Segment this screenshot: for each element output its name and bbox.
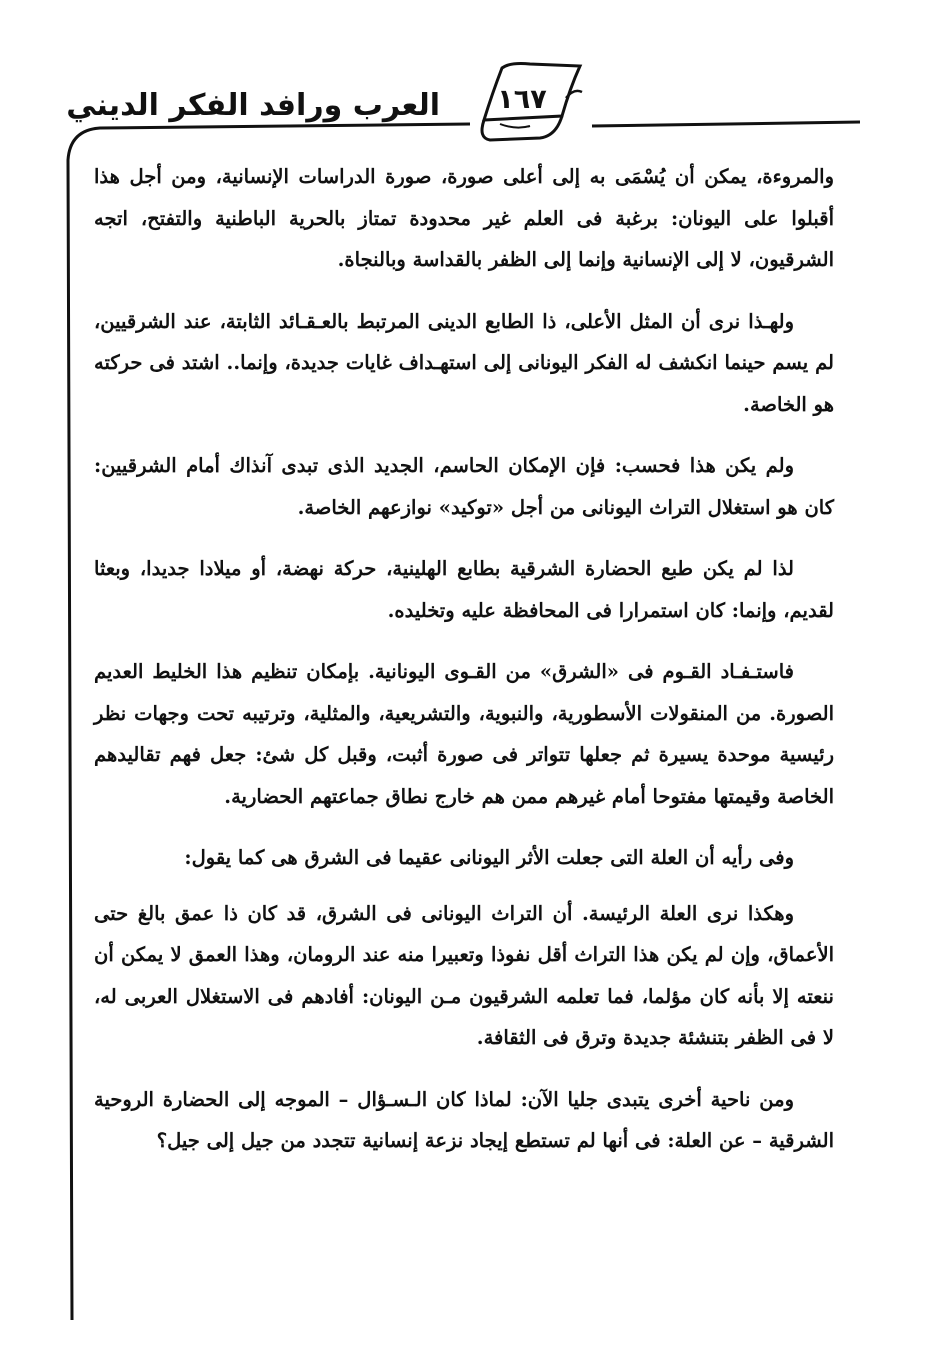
book-title-header: العرب ورافد الفكر الديني	[66, 88, 440, 123]
paragraph: لذا لم يكن طبع الحضارة الشرقية بطابع الهلينية، حركة نهضة، أو ميلادا جديدا، وبعثا لقديم، وإنما: كان استمرارا فى المحافظة عليه وتخليده.	[94, 557, 834, 622]
paragraph: ومن ناحية أخرى يتبدى جليا الآن: لماذا كان الـسـؤال – الموجه إلى الحضارة الروحية الشرقية – عن العلة: فى أنها لم تستطع إيجاد نزعة إنسانية تتجدد من جيل إلى جيل؟	[94, 1087, 834, 1152]
paragraph: وفى رأيه أن العلة التى جعلت الأثر اليونانى عقيما فى الشرق هى كما يقول:	[184, 846, 794, 869]
paragraph: وهكذا نرى العلة الرئيسة. أن التراث اليونانى فى الشرق، قد كان ذا عمق بالغ حتى الأعماق، وإن لم يكن هذا التراث أقل نفوذا وتعبيرا منه عند الرومان، وهذا العمق لا يمكن أن ننعته إلا بأنه كان مؤلما، فما تعلمه الشرقيون مـن اليونان: أفادهم فى الاستغلال العربى له، لا فى الظفر بتنشئة جديدة وترق فى الثقافة.	[94, 901, 834, 1049]
paragraph: والمروءة، يمكن أن يُسْمَى به إلى أعلى صورة، صورة الدراسات الإنسانية، ومن أجل هذا أقبلوا على اليونان: برغبة فى العلم غير محدودة تمتاز بالحرية الباطنية والتفتح، اتجه الشرقيون، لا إلى الإنسانية وإنما إلى الظفر بالقداسة وبالنجاة.	[94, 165, 834, 271]
paragraph: ولهـذا نرى أن المثل الأعلى، ذا الطابع الدينى المرتبط بالعـقـائد الثابتة، عند الشرقيين، لم يسم حينما انكشف له الفكر اليونانى إلى استهـداف غايات جديدة، وإنما.. اشتد فى حركته هو الخاصة.	[94, 309, 834, 416]
body-text	[94, 156, 834, 1182]
paragraph: ولم يكن هذا فحسب: فإن الإمكان الحاسم، الجديد الذى تبدى آنذاك أمام الشرقيين: كان هو استغلال التراث اليونانى من أجل «توكيد» نوازعهم الخاصة.	[94, 454, 834, 519]
page-number: ١٦٧	[497, 84, 547, 115]
paragraph: فاستـفـاد القـوم فى «الشرق» من القـوى اليونانية. بإمكان تنظيم هذا الخليط العديم الصورة. من المنقولات الأسطورية، والنبوية، والتشريعية، والمثلية، وترتيبه تحت وجهات نظر رئيسية موحدة يسيرة ثم جعلها تتواتر فى صورة أثبت، وقبل كل شئ: جعل فهم تقاليدهم الخاصة وقيمتها مفتوحا أمام غيرهم ممن هم خارج نطاق جماعتهم الحضارية.	[94, 660, 834, 808]
